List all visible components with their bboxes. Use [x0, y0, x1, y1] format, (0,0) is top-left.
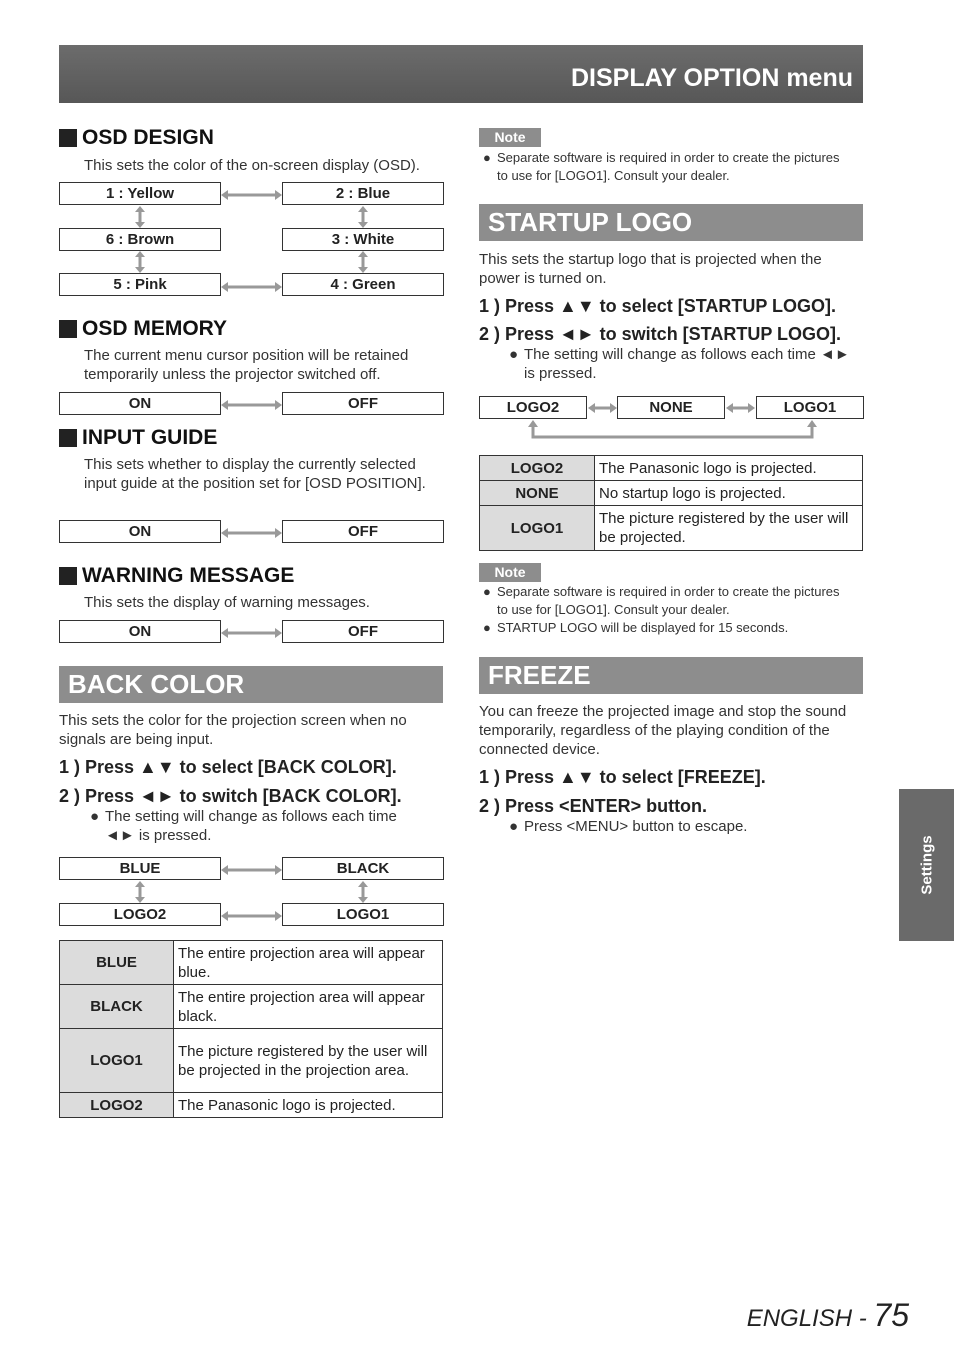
osd-memory-desc: The current menu cursor position will be retained temporarily unless the projector switched off.	[84, 347, 409, 383]
back-color-step-1: 1 ) Press ▲▼ to select [BACK COLOR].	[59, 757, 397, 777]
freeze-step-2: 2 ) Press <ENTER> button.	[479, 796, 708, 816]
note-badge: Note	[479, 563, 541, 582]
double-arrow-icon	[221, 526, 282, 540]
osd-option-green: 4 : Green	[282, 273, 444, 296]
bullet-dot-icon: ●	[509, 818, 519, 835]
back-color-step-2: 2 ) Press ◄► to switch [BACK COLOR].	[59, 786, 402, 806]
vertical-arrow-icon	[356, 881, 370, 903]
table-key: BLACK	[60, 985, 174, 1029]
osd-design-desc: This sets the color of the on-screen display (OSD).	[84, 157, 420, 174]
bullet-dot-icon: ●	[483, 150, 491, 165]
back-color-option-logo1: LOGO1	[282, 903, 444, 926]
back-color-option-black: BLACK	[282, 857, 444, 880]
note-item: ● Separate software is required in order to create the pictures to use for [LOGO1]. Consult your dealer.	[483, 584, 840, 617]
double-arrow-icon	[221, 280, 282, 294]
double-arrow-icon	[221, 863, 282, 877]
freeze-desc: You can freeze the projected image and stop the sound temporarily, regardless of the playing condition of the connected device.	[479, 703, 847, 758]
side-tab-settings: Settings	[899, 789, 954, 941]
square-bullet-icon	[59, 429, 77, 447]
osd-option-pink: 5 : Pink	[59, 273, 221, 296]
startup-logo-bullet: ● The setting will change as follows each time ◄► is pressed.	[509, 346, 850, 382]
osd-option-brown: 6 : Brown	[59, 228, 221, 251]
table-key: LOGO2	[480, 456, 595, 481]
table-row	[60, 1029, 443, 1093]
square-bullet-icon	[59, 320, 77, 338]
header-bar	[59, 45, 863, 103]
warning-message-off: OFF	[282, 620, 444, 643]
table-key: BLUE	[60, 941, 174, 985]
back-color-desc: This sets the color for the projection screen when no signals are being input.	[59, 712, 407, 748]
table-value: The picture registered by the user will be projected in the projection area.	[174, 1029, 443, 1093]
table-value: The entire projection area will appear black.	[174, 985, 443, 1029]
table-row	[60, 1093, 443, 1118]
osd-memory-on: ON	[59, 392, 221, 415]
double-arrow-icon	[221, 188, 282, 202]
table-value: The Panasonic logo is projected.	[174, 1093, 443, 1118]
startup-logo-table	[479, 455, 863, 551]
input-guide-off: OFF	[282, 520, 444, 543]
bullet-dot-icon: ●	[509, 346, 519, 363]
note-item: ● STARTUP LOGO will be displayed for 15 seconds.	[483, 620, 789, 635]
startup-option-logo2: LOGO2	[479, 396, 587, 419]
back-color-table	[59, 940, 443, 1118]
startup-logo-step-1: 1 ) Press ▲▼ to select [STARTUP LOGO].	[479, 296, 837, 316]
bullet-dot-icon: ●	[90, 808, 100, 825]
freeze-title: FREEZE	[479, 657, 863, 694]
vertical-arrow-icon	[356, 251, 370, 273]
table-row	[480, 456, 863, 481]
warning-message-on: ON	[59, 620, 221, 643]
table-key: LOGO2	[60, 1093, 174, 1118]
square-bullet-icon	[59, 567, 77, 585]
freeze-step-1: 1 ) Press ▲▼ to select [FREEZE].	[479, 767, 766, 787]
bullet-dot-icon: ●	[483, 620, 491, 635]
loop-arrow-icon	[525, 420, 820, 442]
table-value: The Panasonic logo is projected.	[595, 456, 863, 481]
back-color-option-blue: BLUE	[59, 857, 221, 880]
back-color-option-logo2: LOGO2	[59, 903, 221, 926]
osd-memory-heading: OSD MEMORY	[59, 317, 227, 341]
startup-logo-title: STARTUP LOGO	[479, 204, 863, 241]
osd-option-blue: 2 : Blue	[282, 182, 444, 205]
osd-memory-off: OFF	[282, 392, 444, 415]
double-arrow-icon	[726, 401, 755, 415]
vertical-arrow-icon	[133, 251, 147, 273]
freeze-bullet: ● Press <MENU> button to escape.	[509, 818, 748, 835]
input-guide-desc: This sets whether to display the currently selected input guide at the position set for [OSD POSITION].	[84, 456, 426, 492]
table-row	[480, 481, 863, 506]
startup-logo-step-2: 2 ) Press ◄► to switch [STARTUP LOGO].	[479, 324, 842, 344]
osd-design-heading: OSD DESIGN	[59, 126, 214, 150]
double-arrow-icon	[221, 909, 282, 923]
input-guide-heading: INPUT GUIDE	[59, 426, 217, 450]
vertical-arrow-icon	[133, 206, 147, 228]
table-value: The picture registered by the user will be projected.	[595, 506, 863, 551]
warning-message-heading: WARNING MESSAGE	[59, 564, 294, 588]
vertical-arrow-icon	[356, 206, 370, 228]
startup-logo-desc: This sets the startup logo that is projected when the power is turned on.	[479, 251, 822, 287]
table-key: NONE	[480, 481, 595, 506]
double-arrow-icon	[221, 626, 282, 640]
table-value: The entire projection area will appear blue.	[174, 941, 443, 985]
osd-option-white: 3 : White	[282, 228, 444, 251]
square-bullet-icon	[59, 129, 77, 147]
table-row	[60, 941, 443, 985]
note-item: ● Separate software is required in order to create the pictures to use for [LOGO1]. Consult your dealer.	[483, 150, 840, 183]
input-guide-on: ON	[59, 520, 221, 543]
vertical-arrow-icon	[133, 881, 147, 903]
page-number: ENGLISH - 75	[746, 1297, 909, 1333]
table-value: No startup logo is projected.	[595, 481, 863, 506]
note-badge: Note	[479, 128, 541, 147]
startup-option-none: NONE	[617, 396, 725, 419]
back-color-title: BACK COLOR	[59, 666, 443, 703]
startup-option-logo1: LOGO1	[756, 396, 864, 419]
back-color-bullet: ● The setting will change as follows each time ◄► is pressed.	[90, 808, 397, 844]
bullet-dot-icon: ●	[483, 584, 491, 599]
osd-option-yellow: 1 : Yellow	[59, 182, 221, 205]
table-row	[480, 506, 863, 551]
table-key: LOGO1	[60, 1029, 174, 1093]
warning-message-desc: This sets the display of warning messages.	[84, 594, 370, 611]
table-key: LOGO1	[480, 506, 595, 551]
double-arrow-icon	[588, 401, 617, 415]
page-title: DISPLAY OPTION menu	[570, 64, 853, 92]
double-arrow-icon	[221, 398, 282, 412]
table-row	[60, 985, 443, 1029]
